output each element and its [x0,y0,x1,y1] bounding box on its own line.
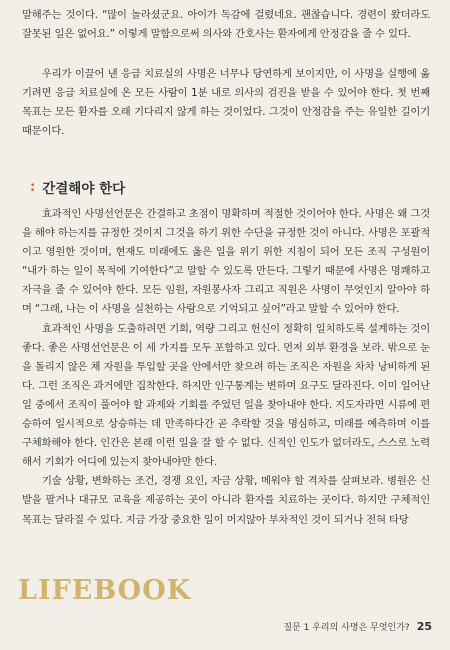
text-block-section [22,205,430,530]
paragraph: 효과적인 사명선언문은 간결하고 초점이 명확하며 적절한 것이어야 한다. 사명은 왜 그것을 해야 하는지를 규정한 것이지 그것을 하기 위한 수단을 규정한 것이 아니다. 사명은 포괄적이고 영원한 것이며, 현재도 미래에도 옳은 일을 위기 위한 지침이 되어 모든 조직 구성원이 “내가 하는 일이 목적에 기여한다”고 말할 수 있도록 만든다. 그렇기 때문에 사명은 명쾌하고 자극을 줄 수 있어야 한다. 모든 임원, 자원봉사자 그리고 직원은 사명이 무엇인지 알아야 하며 “그래, 나는 이 사명을 실천하는 사람으로 기억되고 싶어”라고 말할 수 있어야 한다. [22,208,430,316]
section-heading [30,177,125,197]
running-footer-chapter: 질문 1 우리의 사명은 무엇인가? [283,623,410,633]
watermark-logo: LIFEBOOK [18,575,192,606]
paragraph: 기술 상황, 변화하는 조건, 경쟁 요인, 자금 상황, 메워야 할 격차를 살펴보라. 병원은 신발을 팔거나 대규모 교육을 제공하는 곳이 아니라 환자를 치료하는 곳이다. 하지만 구체적인 목표는 달라질 수 있다. 지금 가장 중요한 일이 머지않아 부차적인 것이 되거나 전혀 타당 [22,475,430,526]
paragraph: 말해주는 것이다. “많이 놀라셨군요. 아이가 독감에 걸렸네요. 괜찮습니다. 경련이 왔더라도 잘못된 일은 없어요.” 이렇게 말함으로써 의사와 간호사는 환자에게 안정감을 줄 수 있다. [22,9,430,41]
page-footer [283,620,432,633]
text-block-top [22,6,430,44]
paragraph: 우리가 이끌어 낸 응급 치료실의 사명은 너무나 당연하게 보이지만, 이 사명을 실행에 옮기려면 응급 치료실에 온 모든 사람이 1분 내로 의사의 검진을 받을 수 있어야 한다. 첫 번째 목표는 모든 환자를 오래 기다리지 않게 하는 것이었다. 그것이 안정감을 주는 유일한 길이기 때문이다. [22,68,430,138]
section-heading-text: 간결해야 한다 [42,181,126,197]
paragraph: 효과적인 사명을 도출하려면 기회, 역량 그리고 헌신이 정확히 일치하도록 설계하는 것이 좋다. 좋은 사명선언문은 이 세 가지를 모두 포함하고 있다. 먼저 외부 환경을 보라. 밖으로 눈을 돌리지 않은 채 자원을 투입할 곳을 안에서만 찾으려 하는 조직은 자원을 차차 낭비하게 된다. 그런 조직은 과거에만 집착한다. 하지만 인구통계는 변하며 요구도 달라진다. 이미 일어난 일 중에서 조직이 풀어야 할 과제와 기회를 주었던 일을 찾아내야 한다. 지도자라면 시류에 편승하여 일시적으로 상승하는 데 만족하다간 곧 추락할 것을 명심하고, 미래를 예측하며 이를 구체화해야 한다. 인간은 본래 이런 일을 잘 할 수 없다. 신적인 인도가 없더라도, 스스로 노력해서 기회가 어디에 있는지 찾아내야만 한다. [22,322,430,469]
page-number: 25 [416,620,432,633]
heading-marker-icon: : [30,179,35,195]
text-block-mission [22,65,430,141]
